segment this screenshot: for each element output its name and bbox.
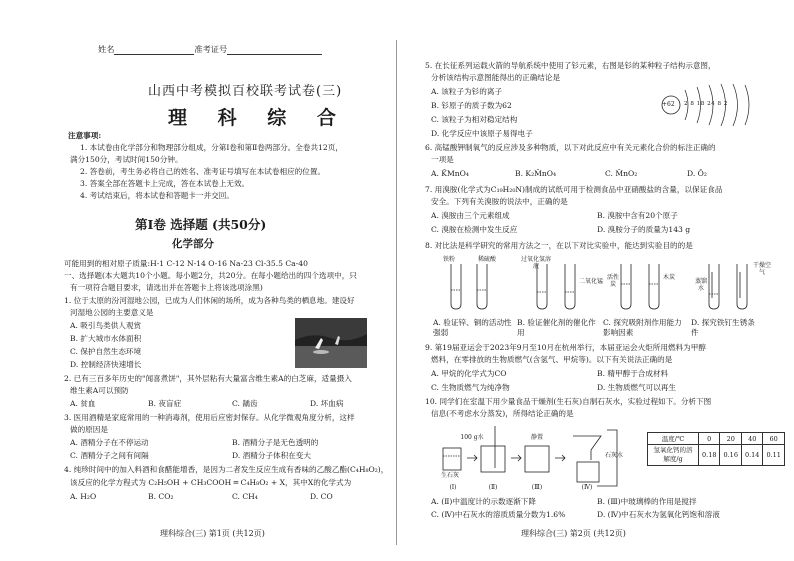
- fig10-step-4: (Ⅳ): [581, 484, 593, 491]
- samarium-structure-diagram: [659, 80, 771, 130]
- fig10-step-3: (Ⅲ): [531, 484, 543, 491]
- q8a-label-2: 稀硫酸: [477, 256, 496, 263]
- q6-option-d: D. Ô₂: [687, 169, 707, 178]
- q10-line-2: 信息(不考虑水分蒸发)，所得结论正确的是: [431, 409, 574, 418]
- q10-option-d: D. (Ⅳ)中石灰水为氢氧化钙饱和溶液: [597, 510, 720, 519]
- q2-line-2: 维生素A可以预防: [70, 386, 129, 395]
- table-header-temp: 温度/℃: [648, 433, 699, 445]
- q3-option-a: A. 酒精分子在不停运动: [70, 438, 149, 447]
- notice-item-1: 1. 本试卷由化学部分和物理部分组成，分第Ⅰ卷和第Ⅱ卷两部分。全卷共12页，: [80, 143, 343, 152]
- q6-option-c: C. M̂nO₂: [605, 169, 638, 178]
- q8-option-d: D. 探究铁钉生锈条件: [691, 318, 755, 337]
- q8-line-1: 8. 对比法是科学研究的常用方法之一，在以下对比实验中，能达到实验目的的是: [425, 241, 693, 250]
- q4-option-b: B. CO₂: [148, 492, 174, 501]
- part1-subtitle: 化学部分: [172, 238, 214, 250]
- q2-option-b: B. 夜盲症: [148, 399, 182, 408]
- q10-option-b: B. (Ⅲ)中玻璃棒的作用是搅拌: [597, 497, 697, 506]
- q6-line-2: 一项是: [431, 155, 454, 164]
- q8d-label-1: 蒸馏水: [694, 278, 707, 292]
- table-cell-40: 0.14: [741, 445, 762, 466]
- q10-option-c: C. (Ⅳ)中石灰水的溶质质量分数为1.6%: [431, 510, 566, 519]
- q1-option-d: D. 控制经济快速增长: [70, 360, 142, 369]
- footer-right: 理科综合(三) 第2页 (共12页): [521, 529, 626, 538]
- q7-line-2: 安全。下列有关溴胺的说法中，正确的是: [431, 197, 568, 206]
- shell-numbers: 2 8 18 24 8 2: [684, 101, 728, 107]
- fig10-settle-label: 静置: [530, 434, 543, 441]
- q5-line-1: 5. 在长征系列运载火箭的导航系统中使用了钐元素，右图是钐的某种粒子结构示意图，: [425, 61, 716, 70]
- q9-option-a: A. 甲烷的化学式为CO: [431, 369, 507, 378]
- fig10-limewater-label: 石灰水: [604, 452, 623, 459]
- q9-line-2: 燃料，在零排放的生物质燃气(含氢气、甲烷等)。以下有关说法正确的是: [431, 355, 673, 364]
- q9-option-c: C. 生物质燃气为纯净物: [431, 383, 510, 392]
- q8c-label-1: 活性炭: [606, 274, 619, 288]
- fig10-water-label: 100 g水: [460, 434, 484, 441]
- q4-option-c: C. CH₄: [232, 492, 258, 501]
- q6-option-b: B. K₂M̂nO₄: [515, 169, 557, 178]
- q1-option-a: A. 吸引鸟类供人观赏: [70, 321, 142, 330]
- footer-left: 理科综合(三) 第1页 (共12页): [160, 529, 265, 538]
- notice-heading: 注意事项:: [68, 131, 102, 140]
- q10-line-1: 10. 同学们在室温下用少量食品干燥剂(生石灰)自制石灰水，实验过程如下。分析下图: [425, 397, 712, 406]
- q9-option-d: D. 生物质燃气可以再生: [597, 383, 676, 392]
- table-cell-60: 0.11: [763, 445, 784, 466]
- q8-apparatus-figure: [437, 254, 777, 316]
- q5-option-a: A. 该粒子为钐的离子: [431, 87, 503, 96]
- header-fields: [98, 43, 322, 55]
- q4-option-a: A. H₂O: [70, 492, 97, 501]
- wetland-photo: [295, 318, 367, 368]
- q2-option-d: D. 坏血病: [310, 399, 344, 408]
- q10-option-a: A. (Ⅱ)中温度计的示数逐渐下降: [431, 497, 536, 506]
- q9-line-1: 9. 第19届亚运会于2023年9月至10月在杭州举行，本届亚运会火炬所用燃料为甲醇: [425, 343, 706, 352]
- q4-line-1: 4. 纯珍时间中的加入料酒和食醋能增香，是因为二者发生反应生成有香味的乙酸乙酯(C₄H₈O₂)，: [64, 465, 389, 474]
- q4-option-d: D. CO: [310, 492, 333, 501]
- q5-option-d: D. 化学反应中该原子易得电子: [431, 129, 533, 138]
- notice-item-4: 4. 考试结束后，将本试卷和答题卡一并交回。: [80, 191, 234, 200]
- q5-option-c: C. 该粒子为相对稳定结构: [431, 115, 518, 124]
- part1-title: 第Ⅰ卷 选择题 (共50分): [135, 217, 267, 232]
- fig10-step-1: (Ⅰ): [449, 484, 457, 491]
- q7-option-b: B. 溴胺中含有20个原子: [597, 211, 678, 220]
- q6-line-1: 6. 高锰酸钾制氧气的反应涉及多种物质，以下对此反应中有关元素化合价的标注正确的: [425, 143, 716, 152]
- q10-procedure-figure: [437, 422, 627, 494]
- exam-title: 山西中考模拟百校联考试卷(三): [148, 84, 343, 99]
- q1-line-1: 1. 位于太原的汾河湿地公园，已成为人们休闲的场所，成为各种鸟类的栖息地。建设好: [64, 296, 355, 305]
- section1-line-1: 一、选择题(本大题共10个小题。每小题2分，共20分。在每小题给出的四个选项中，只: [64, 271, 357, 280]
- q8a-label-1: 铁粉: [442, 256, 455, 263]
- q3-line-1: 3. 医用酒精是家庭常用的一种消毒剂，使用后应密封保存。从化学微观角度分析，这样: [64, 413, 355, 422]
- q5-option-b: B. 钐原子的质子数为62: [431, 101, 512, 110]
- nucleus-label: +62: [662, 101, 675, 108]
- q3-option-c: C. 酒精分子之间有间隔: [70, 451, 149, 460]
- q3-option-d: D. 酒精分子体积在变大: [232, 451, 311, 460]
- q8d-label-2: 干燥空气: [753, 262, 772, 276]
- q3-line-2: 做的原因是: [70, 425, 108, 434]
- q2-line-1: 2. 已有三百多年历史的"闻喜煮饼"，其外层粘有大量富含维生素A的白芝麻，适量摄入: [64, 374, 352, 383]
- q1-line-2: 河湿地公园的主要意义是: [70, 308, 154, 317]
- q7-option-a: A. 溴胺由三个元素组成: [431, 211, 510, 220]
- table-header-0: 0: [699, 433, 720, 445]
- q8b-label-1: 过氧化氢溶液: [520, 256, 551, 270]
- notice-item-1b: 满分150分，考试时间150分钟。: [70, 155, 183, 164]
- q8b-label-2: 二氧化锰: [578, 278, 603, 285]
- q6-option-a: A. K̂MnO₄: [431, 169, 469, 178]
- q8-option-b: B. 验证催化剂的催化作用: [517, 318, 596, 337]
- q7-option-c: C. 溴胺在检测中发生反应: [431, 225, 518, 234]
- section1-line-2: 有一项符合题目要求，请选出并在答题卡上将该选项涂黑): [70, 283, 263, 292]
- q7-option-d: D. 溴胺分子的质量为143 g: [597, 225, 691, 234]
- q9-option-b: B. 精甲醇于合成材料: [597, 369, 669, 378]
- fig10-lime-label: 生石灰: [440, 472, 459, 479]
- subject-title: 理 科 综 合: [168, 107, 348, 129]
- notice-item-3: 3. 答案全部在答题卡上完成，答在本试卷上无效。: [80, 179, 250, 188]
- q8-option-c: C. 探究吸附剂作用能力影响因素: [603, 318, 682, 337]
- solubility-table: [647, 432, 785, 466]
- exam-no-label: 准考证号: [194, 44, 228, 54]
- notice-item-2: 2. 答卷前，考生务必将自己的姓名、准考证号填写在本试卷相应的位置。: [80, 167, 326, 176]
- q2-option-c: C. 龋齿: [232, 399, 258, 408]
- atomic-masses: 可能用到的相对原子质量:H-1 C-12 N-14 O-16 Na-23 Cl-35.5 Ca-40: [64, 259, 308, 268]
- table-header-60: 60: [763, 433, 784, 445]
- q2-option-a: A. 贫血: [70, 399, 96, 408]
- table-cell-0: 0.18: [699, 445, 720, 466]
- q8-option-a: A. 验证锌、铜的活动性强弱: [433, 318, 512, 337]
- name-blank: [114, 45, 194, 55]
- q7-line-1: 7. 用溴胺(化学式为C₁₉H₂₀N)制成的试纸可用于检测食品中亚硝酸盐的含量，以保证食品: [425, 185, 723, 194]
- q3-option-b: B. 酒精分子是无色透明的: [232, 438, 319, 447]
- exam-no-blank: [227, 45, 322, 55]
- table-cell-20: 0.16: [720, 445, 741, 466]
- table-header-40: 40: [741, 433, 762, 445]
- name-label: 姓名: [98, 44, 115, 54]
- q1-option-c: C. 保护自然生态环境: [70, 347, 142, 356]
- right-page: [397, 0, 794, 561]
- table-header-20: 20: [720, 433, 741, 445]
- q5-line-2: 分析该结构示意图能得出的正确结论是: [431, 73, 561, 82]
- table-row-label: 氢氧化钙的溶解度/g: [648, 445, 699, 466]
- q4-line-2: 该反应的化学方程式为 C₂H₅OH + CH₃COOH ═ C₄H₈O₂ + X，其中X的化学式为: [70, 478, 352, 487]
- q1-option-b: B. 扩大城市水体面积: [70, 334, 142, 343]
- fig10-step-2: (Ⅱ): [488, 484, 498, 491]
- q8c-label-2: 木炭: [662, 274, 675, 281]
